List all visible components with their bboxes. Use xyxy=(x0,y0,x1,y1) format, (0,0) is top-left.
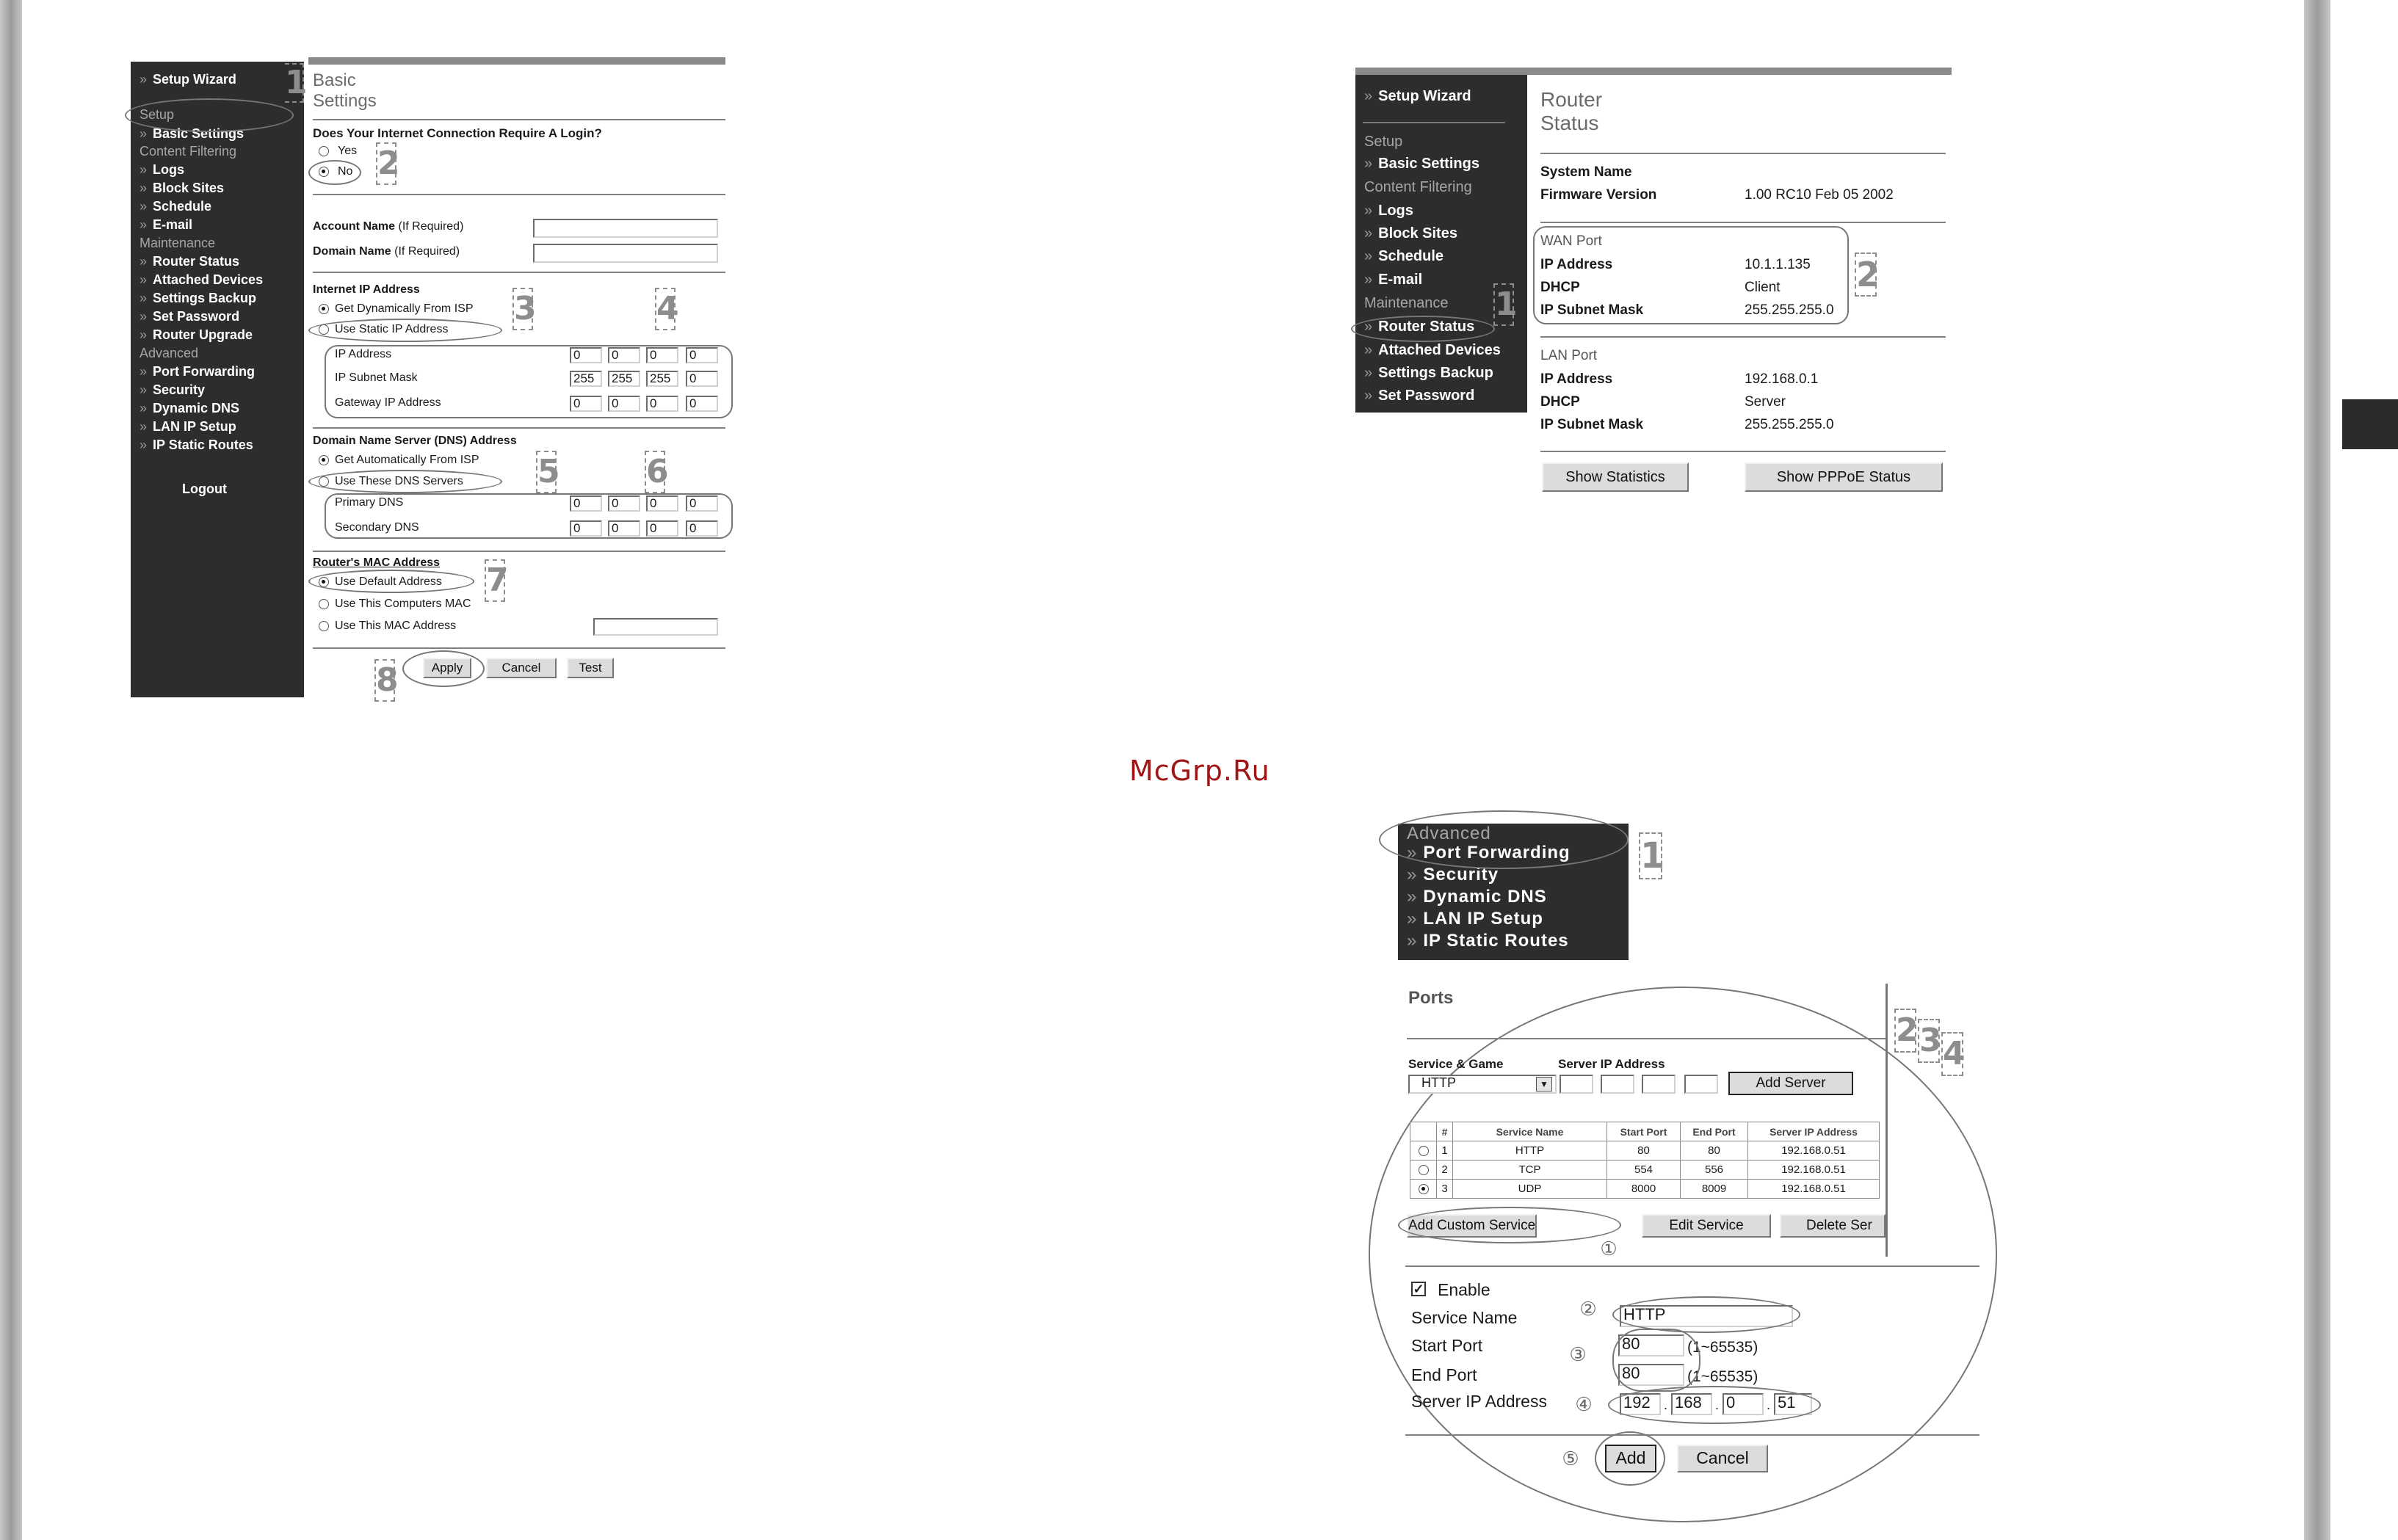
row-start-port: 80 xyxy=(1607,1141,1681,1161)
row-start-port: 554 xyxy=(1607,1161,1681,1180)
label-gateway-ip: Gateway IP Address xyxy=(335,396,441,409)
sidebar-item-schedule[interactable]: » Schedule xyxy=(140,199,211,214)
page-title: Basic Settings xyxy=(313,70,377,111)
row-num: 1 xyxy=(1437,1141,1453,1161)
ports-table xyxy=(1410,1122,1880,1199)
row-service-name: HTTP xyxy=(1453,1141,1607,1161)
radio-yes[interactable] xyxy=(319,146,329,156)
divider xyxy=(313,551,725,552)
row-radio[interactable] xyxy=(1419,1184,1429,1194)
start-port-range: (1~65535) xyxy=(1687,1339,1758,1356)
sidebar-category-maintenance: Maintenance xyxy=(1364,295,1449,311)
label-system-name: System Name xyxy=(1540,164,1632,180)
row-end-port: 80 xyxy=(1681,1141,1748,1161)
callout-6: 6 xyxy=(645,451,665,493)
table-row[interactable] xyxy=(1410,1161,1880,1180)
server-ip-octet-4[interactable] xyxy=(1684,1075,1718,1094)
sidebar xyxy=(1355,73,1527,413)
ip-separator: . xyxy=(1715,1398,1720,1412)
server-ip-octet-3[interactable] xyxy=(1642,1075,1676,1094)
row-radio[interactable] xyxy=(1419,1146,1429,1156)
menu-item-security[interactable]: » Security xyxy=(1407,865,1499,885)
sidebar-item-logout[interactable]: Logout xyxy=(182,482,227,496)
header-start-port: Start Port xyxy=(1607,1122,1681,1141)
menu-category-advanced: Advanced xyxy=(1407,824,1491,843)
dns-heading: Domain Name Server (DNS) Address xyxy=(313,435,517,447)
radio-get-auto-dns[interactable] xyxy=(319,455,329,465)
divider xyxy=(1405,1265,1979,1267)
divider xyxy=(313,194,725,195)
sidebar-item-block-sites[interactable]: » Block Sites xyxy=(140,181,224,196)
mac-heading: Router's MAC Address xyxy=(313,556,441,569)
callout-1: 1 xyxy=(285,64,308,101)
server-ip-octet-1[interactable] xyxy=(1560,1075,1593,1094)
enable-checkbox[interactable]: ✓ xyxy=(1411,1282,1426,1296)
mask-octet-4[interactable]: 0 xyxy=(686,371,718,387)
server-ip-field-1[interactable]: 192 xyxy=(1620,1393,1661,1415)
row-service-name: TCP xyxy=(1453,1161,1607,1180)
sidebar-item-logs[interactable]: » Logs xyxy=(1364,203,1413,219)
menu-item-dynamic-dns[interactable]: » Dynamic DNS xyxy=(1407,887,1547,907)
if-required-text: (If Required) xyxy=(398,220,464,233)
sidebar-item-block-sites[interactable]: » Block Sites xyxy=(1364,225,1457,242)
callout-1: 1 xyxy=(1639,832,1662,879)
value-lan-ip: 192.168.0.1 xyxy=(1745,371,1819,387)
row-num: 2 xyxy=(1437,1161,1453,1180)
divider xyxy=(1540,222,1946,223)
sidebar-item-port-forwarding[interactable]: » Port Forwarding xyxy=(140,364,255,379)
header-service-name: Service Name xyxy=(1453,1122,1607,1141)
label-firmware-version: Firmware Version xyxy=(1540,187,1657,203)
sdns-octet-1[interactable]: 0 xyxy=(570,520,602,537)
highlight-add xyxy=(1595,1431,1665,1486)
gw-octet-3[interactable]: 0 xyxy=(646,396,678,412)
divider xyxy=(1540,336,1946,338)
table-header-row xyxy=(1410,1122,1880,1141)
row-service-name: UDP xyxy=(1453,1180,1607,1199)
service-select[interactable]: HTTP xyxy=(1408,1075,1557,1094)
mac-address-input[interactable] xyxy=(593,618,718,636)
sidebar-item-lan-ip-setup[interactable]: » LAN IP Setup xyxy=(140,419,236,435)
highlight-no xyxy=(308,160,361,185)
ip-separator: . xyxy=(1767,1398,1771,1412)
end-port-input[interactable]: 80 xyxy=(1618,1364,1684,1386)
ip-octet-4[interactable]: 0 xyxy=(686,347,718,363)
mask-octet-1[interactable]: 255 xyxy=(570,371,602,387)
test-button[interactable]: Test xyxy=(567,658,614,678)
radio-use-this-mac[interactable] xyxy=(319,621,329,631)
account-name-input[interactable] xyxy=(533,219,718,238)
row-num: 3 xyxy=(1437,1180,1453,1199)
row-select[interactable] xyxy=(1410,1161,1437,1180)
value-wan-ip: 10.1.1.135 xyxy=(1745,257,1811,272)
value-firmware-version: 1.00 RC10 Feb 05 2002 xyxy=(1745,187,1894,203)
circled-2: ② xyxy=(1579,1298,1597,1320)
sidebar-item-set-password[interactable]: » Set Password xyxy=(1364,388,1474,404)
circled-1: ① xyxy=(1600,1238,1618,1260)
circled-5: ⑤ xyxy=(1562,1448,1579,1470)
row-server-ip: 192.168.0.51 xyxy=(1748,1141,1880,1161)
cancel-button[interactable]: Cancel xyxy=(486,658,557,678)
row-end-port: 8009 xyxy=(1681,1180,1748,1199)
content-top-bar xyxy=(308,57,725,65)
highlight-setup xyxy=(125,98,294,132)
highlight-router-status xyxy=(1351,316,1495,342)
label-wan-ip: IP Address xyxy=(1540,257,1613,272)
sidebar-item-attached-devices[interactable]: » Attached Devices xyxy=(1364,342,1501,359)
label-wan-mask: IP Subnet Mask xyxy=(1540,302,1644,318)
callout-4: 4 xyxy=(655,288,675,330)
show-statistics-button[interactable]: Show Statistics xyxy=(1542,462,1689,492)
radio-use-computer-mac[interactable] xyxy=(319,599,329,609)
lan-port-heading: LAN Port xyxy=(1540,348,1598,363)
highlight-use-these-dns xyxy=(308,470,502,493)
highlight-port-fields xyxy=(1612,1329,1700,1392)
header-end-port: End Port xyxy=(1681,1122,1748,1141)
header-select xyxy=(1410,1122,1437,1141)
value-wan-mask: 255.255.255.0 xyxy=(1745,302,1834,318)
add-custom-service-button[interactable]: Add Custom Service xyxy=(1407,1214,1537,1238)
highlight-add-custom-service xyxy=(1398,1207,1621,1243)
sidebar xyxy=(131,62,308,697)
chevron-down-icon[interactable]: ▼ xyxy=(1536,1077,1552,1092)
sidebar-item-email[interactable]: » E-mail xyxy=(140,217,192,233)
label-ip-address: IP Address xyxy=(335,348,392,360)
ports-right-border xyxy=(1886,984,1888,1257)
highlight-service-name xyxy=(1612,1296,1800,1333)
header-server-ip: Server IP Address xyxy=(1748,1122,1880,1141)
sidebar-item-dynamic-dns[interactable]: » Dynamic DNS xyxy=(140,401,239,416)
label-lan-mask: IP Subnet Mask xyxy=(1540,417,1644,432)
sdns-octet-3[interactable]: 0 xyxy=(646,520,678,537)
callout-2: 2 xyxy=(1855,253,1877,297)
wan-port-heading: WAN Port xyxy=(1540,233,1602,249)
content-top-bar xyxy=(1355,68,1952,75)
account-name-label xyxy=(313,220,463,233)
sidebar-item-router-upgrade[interactable]: » Router Upgrade xyxy=(140,327,253,343)
radio-get-dynamically[interactable] xyxy=(319,304,329,314)
sidebar-category-setup: Setup xyxy=(140,107,175,122)
sidebar-category-content-filtering: Content Filtering xyxy=(1364,179,1472,195)
delete-service-button[interactable]: Delete Ser xyxy=(1780,1214,1886,1238)
sidebar-item-attached-devices[interactable]: » Attached Devices xyxy=(140,272,263,288)
domain-name-label xyxy=(313,245,460,258)
sidebar-item-set-password[interactable]: » Set Password xyxy=(140,309,239,324)
domain-name-input[interactable] xyxy=(533,244,718,263)
sidebar-category-content-filtering: Content Filtering xyxy=(140,144,237,159)
label-server-ip: Server IP Address xyxy=(1558,1057,1665,1071)
mask-octet-3[interactable]: 255 xyxy=(646,371,678,387)
login-question: Does Your Internet Connection Require A Login? xyxy=(313,126,602,140)
callout-2: 2 xyxy=(1894,1009,1916,1053)
gw-octet-2[interactable]: 0 xyxy=(608,396,640,412)
cancel-button[interactable]: Cancel xyxy=(1677,1445,1768,1472)
value-lan-dhcp: Server xyxy=(1745,394,1786,410)
row-select[interactable] xyxy=(1410,1180,1437,1199)
divider xyxy=(313,647,725,649)
sidebar-category-setup: Setup xyxy=(1364,134,1403,150)
highlight-apply xyxy=(402,650,485,687)
row-radio[interactable] xyxy=(1419,1165,1429,1175)
sidebar-item-settings-backup[interactable]: » Settings Backup xyxy=(1364,365,1493,382)
sidebar-divider xyxy=(1363,122,1505,123)
account-name-text: Account Name xyxy=(313,220,396,233)
label-enable: Enable xyxy=(1438,1280,1490,1299)
row-start-port: 8000 xyxy=(1607,1180,1681,1199)
sidebar-item-setup-wizard[interactable]: » Setup Wizard xyxy=(1364,88,1471,105)
label-primary-dns: Primary DNS xyxy=(335,496,404,509)
label-secondary-dns: Secondary DNS xyxy=(335,521,419,534)
ip-octet-1[interactable]: 0 xyxy=(570,347,602,363)
callout-1: 1 xyxy=(1493,283,1514,326)
divider xyxy=(1407,1038,1886,1039)
label-start-port: Start Port xyxy=(1411,1336,1483,1355)
label-yes: Yes xyxy=(338,145,358,157)
table-row[interactable] xyxy=(1410,1180,1880,1199)
internet-ip-heading: Internet IP Address xyxy=(313,283,420,296)
domain-name-text: Domain Name xyxy=(313,245,391,258)
label-no: No xyxy=(338,165,353,178)
menu-item-port-forwarding[interactable]: » Port Forwarding xyxy=(1407,843,1571,863)
add-button[interactable]: Add xyxy=(1605,1445,1656,1472)
menu-item-ip-static-routes[interactable]: » IP Static Routes xyxy=(1407,931,1569,951)
divider xyxy=(1540,451,1946,452)
server-ip-octet-2[interactable] xyxy=(1601,1075,1634,1094)
sidebar-item-settings-backup[interactable]: » Settings Backup xyxy=(140,291,256,306)
add-server-button[interactable]: Add Server xyxy=(1728,1072,1853,1095)
label-ip-subnet-mask: IP Subnet Mask xyxy=(335,371,418,384)
server-ip-field-2[interactable]: 168 xyxy=(1671,1393,1712,1415)
sdns-octet-4[interactable]: 0 xyxy=(686,520,718,537)
highlight-server-ip xyxy=(1608,1386,1821,1424)
chapter-tab xyxy=(2342,399,2398,449)
circled-3: ③ xyxy=(1569,1343,1587,1365)
label-use-these-dns: Use These DNS Servers xyxy=(335,475,463,487)
sidebar-item-security[interactable]: » Security xyxy=(140,382,205,398)
pdns-octet-4[interactable]: 0 xyxy=(686,495,718,512)
highlight-port-forwarding xyxy=(1379,810,1629,869)
left-page-edge xyxy=(0,0,22,1540)
label-use-static: Use Static IP Address xyxy=(335,323,449,335)
show-pppoe-status-button[interactable]: Show PPPoE Status xyxy=(1745,462,1943,492)
server-ip-field-4[interactable]: 51 xyxy=(1774,1393,1812,1415)
label-server-ip-address: Server IP Address xyxy=(1411,1392,1547,1411)
callout-3: 3 xyxy=(1918,1019,1940,1063)
label-get-dynamically: Get Dynamically From ISP xyxy=(335,302,474,315)
label-service-name: Service Name xyxy=(1411,1308,1518,1327)
sidebar-category-advanced: Advanced xyxy=(140,346,199,360)
server-ip-field-3[interactable]: 0 xyxy=(1723,1393,1764,1415)
label-end-port: End Port xyxy=(1411,1365,1477,1384)
sidebar-item-router-status[interactable]: » Router Status xyxy=(1364,319,1474,335)
circled-4: ④ xyxy=(1575,1393,1593,1415)
highlight-use-default-address xyxy=(308,570,474,593)
divider xyxy=(1405,1434,1979,1436)
pdns-octet-3[interactable]: 0 xyxy=(646,495,678,512)
ports-title: Ports xyxy=(1408,988,1454,1008)
gw-octet-1[interactable]: 0 xyxy=(570,396,602,412)
callout-5: 5 xyxy=(536,451,557,493)
highlight-wan-port xyxy=(1533,226,1849,324)
row-server-ip: 192.168.0.51 xyxy=(1748,1161,1880,1180)
sidebar-item-schedule[interactable]: » Schedule xyxy=(1364,248,1443,265)
label-get-auto-dns: Get Automatically From ISP xyxy=(335,454,479,466)
mask-octet-2[interactable]: 255 xyxy=(608,371,640,387)
ip-octet-2[interactable]: 0 xyxy=(608,347,640,363)
callout-4: 4 xyxy=(1941,1032,1963,1076)
sidebar-item-logs[interactable]: » Logs xyxy=(140,162,184,178)
callout-3: 3 xyxy=(512,288,533,330)
callout-2: 2 xyxy=(376,142,396,185)
sdns-octet-2[interactable]: 0 xyxy=(608,520,640,537)
value-lan-mask: 255.255.255.0 xyxy=(1745,417,1834,432)
label-use-computer-mac: Use This Computers MAC xyxy=(335,598,471,610)
page-title: Router Status xyxy=(1540,88,1603,134)
apply-button[interactable]: Apply xyxy=(423,658,471,678)
edit-service-button[interactable]: Edit Service xyxy=(1642,1214,1771,1238)
row-server-ip: 192.168.0.51 xyxy=(1748,1180,1880,1199)
highlight-use-static xyxy=(308,319,502,342)
sidebar-item-setup-wizard[interactable]: » Setup Wizard xyxy=(140,72,236,87)
menu-item-lan-ip-setup[interactable]: » LAN IP Setup xyxy=(1407,909,1543,929)
pdns-octet-1[interactable]: 0 xyxy=(570,495,602,512)
divider xyxy=(313,119,725,120)
value-wan-dhcp: Client xyxy=(1745,280,1781,295)
divider xyxy=(313,427,725,429)
label-lan-ip: IP Address xyxy=(1540,371,1613,387)
table-row[interactable] xyxy=(1410,1141,1880,1161)
header-num: # xyxy=(1437,1122,1453,1141)
sidebar-item-email[interactable]: » E-mail xyxy=(1364,272,1422,288)
label-use-this-mac: Use This MAC Address xyxy=(335,620,457,632)
start-port-input[interactable]: 80 xyxy=(1618,1334,1684,1356)
end-port-range: (1~65535) xyxy=(1687,1368,1758,1385)
watermark: McGrp.Ru xyxy=(1129,755,1270,787)
sidebar-category-maintenance: Maintenance xyxy=(140,236,216,250)
gw-octet-4[interactable]: 0 xyxy=(686,396,718,412)
callout-7: 7 xyxy=(485,559,505,602)
label-lan-dhcp: DHCP xyxy=(1540,394,1580,410)
pdns-octet-2[interactable]: 0 xyxy=(608,495,640,512)
ip-octet-3[interactable]: 0 xyxy=(646,347,678,363)
sidebar-item-basic-settings[interactable]: » Basic Settings xyxy=(1364,156,1479,172)
sidebar-item-router-status[interactable]: » Router Status xyxy=(140,254,239,269)
sidebar-item-ip-static-routes[interactable]: » IP Static Routes xyxy=(140,437,253,453)
divider xyxy=(1540,153,1946,154)
sidebar-item-basic-settings[interactable]: » Basic Settings xyxy=(140,126,244,142)
divider xyxy=(313,272,725,273)
callout-8: 8 xyxy=(374,659,395,702)
ip-separator: . xyxy=(1664,1398,1668,1412)
row-end-port: 556 xyxy=(1681,1161,1748,1180)
if-required-text: (If Required) xyxy=(394,245,460,258)
service-name-input[interactable]: HTTP xyxy=(1620,1305,1793,1327)
right-page-edge xyxy=(2304,0,2330,1540)
label-wan-dhcp: DHCP xyxy=(1540,280,1580,295)
label-use-default-address: Use Default Address xyxy=(335,575,442,588)
row-select[interactable] xyxy=(1410,1141,1437,1161)
label-service-game: Service & Game xyxy=(1408,1057,1504,1071)
